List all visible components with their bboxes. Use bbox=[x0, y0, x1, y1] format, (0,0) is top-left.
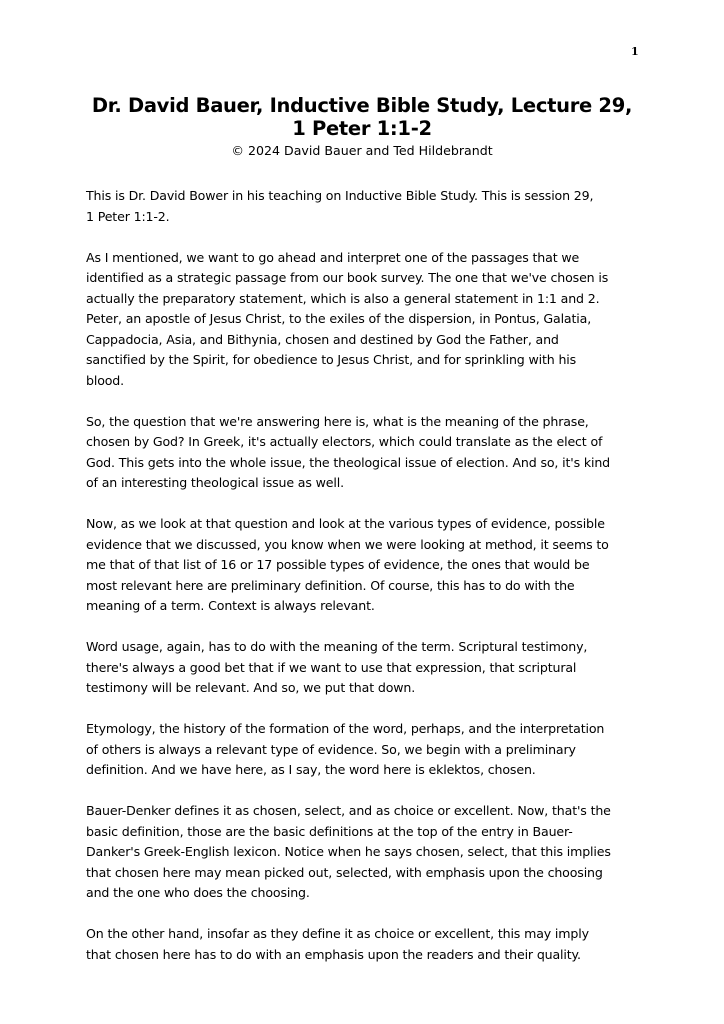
paragraph-line: Word usage, again, has to do with the meaning of the term. Scriptural testimony, bbox=[86, 639, 588, 654]
paragraph-line: God. This gets into the whole issue, the theological issue of election. And so, it's kind bbox=[86, 454, 611, 470]
paragraph-line: 1 Peter 1:1-2. bbox=[86, 208, 170, 224]
paragraph-line: So, the question that we're answering here is, what is the meaning of the phrase, bbox=[86, 413, 589, 429]
paragraph bbox=[86, 514, 646, 617]
paragraph bbox=[86, 924, 646, 965]
paragraph bbox=[86, 412, 646, 494]
paragraph-line: Etymology, the history of the formation of the word, perhaps, and the interpretation bbox=[86, 721, 605, 736]
paragraph-line: of others is always a relevant type of evidence. So, we begin with a preliminary bbox=[86, 741, 576, 757]
title-line-1: Dr. David Bauer, Inductive Bible Study, Lecture 29, bbox=[91, 94, 633, 117]
paragraph-line: definition. And we have here, as I say, the word here is eklektos, chosen. bbox=[86, 762, 536, 777]
paragraph-line: evidence that we discussed, you know when we were looking at method, it seems to bbox=[86, 536, 609, 552]
page-number: 1 bbox=[631, 45, 639, 58]
paragraph-line: identified as a strategic passage from our book survey. The one that we've chosen is bbox=[86, 270, 609, 285]
paragraph-line: chosen by God? In Greek, it's actually electors, which could translate as the elect of bbox=[86, 434, 603, 449]
paragraph-line: Bauer-Denker defines it as chosen, select, and as choice or excellent. Now, that's the bbox=[86, 803, 611, 818]
paragraph bbox=[86, 248, 646, 392]
paragraph bbox=[86, 719, 646, 781]
title-line-2: 1 Peter 1:1-2 bbox=[292, 117, 432, 140]
paragraph-line: testimony will be relevant. And so, we put that down. bbox=[86, 680, 416, 695]
paragraph-line: actually the preparatory statement, which is also a general statement in 1:1 and 2. bbox=[86, 290, 600, 306]
paragraph-line: On the other hand, insofar as they define it as choice or excellent, this may imply bbox=[86, 926, 589, 941]
paragraph-line: As I mentioned, we want to go ahead and interpret one of the passages that we bbox=[86, 249, 580, 265]
paragraph-line: that chosen here may mean picked out, selected, with emphasis upon the choosing bbox=[86, 864, 603, 880]
paragraph-line: and the one who does the choosing. bbox=[86, 885, 310, 900]
paragraph-line: Now, as we look at that question and look at the various types of evidence, possible bbox=[86, 516, 605, 531]
paragraph bbox=[86, 186, 646, 227]
paragraph-line: of an interesting theological issue as well. bbox=[86, 475, 344, 490]
document-title bbox=[0, 94, 724, 140]
paragraph bbox=[86, 801, 646, 904]
paragraph-line: basic definition, those are the basic definitions at the top of the entry in Bauer- bbox=[86, 823, 573, 839]
paragraph-line: Danker's Greek-English lexicon. Notice when he says chosen, select, that this implies bbox=[86, 844, 611, 859]
document-header bbox=[0, 94, 724, 159]
paragraph-line: Cappadocia, Asia, and Bithynia, chosen and destined by God the Father, and bbox=[86, 331, 559, 347]
paragraph-line: there's always a good bet that if we want to use that expression, that scriptural bbox=[86, 659, 577, 675]
paragraph bbox=[86, 637, 646, 699]
document-body bbox=[86, 186, 646, 986]
paragraph-line: blood. bbox=[86, 372, 125, 388]
paragraph-line: Peter, an apostle of Jesus Christ, to the exiles of the dispersion, in Pontus, Galatia, bbox=[86, 311, 592, 326]
paragraph-line: that chosen here has to do with an emphasis upon the readers and their quality. bbox=[86, 946, 581, 962]
paragraph-line: meaning of a term. Context is always relevant. bbox=[86, 598, 375, 613]
paragraph-line: me that of that list of 16 or 17 possible types of evidence, the ones that would be bbox=[86, 557, 590, 572]
paragraph-line: This is Dr. David Bower in his teaching on Inductive Bible Study. This is session 29, bbox=[86, 188, 594, 203]
paragraph-line: sanctified by the Spirit, for obedience to Jesus Christ, and for sprinkling with his bbox=[86, 352, 577, 367]
paragraph-line: most relevant here are preliminary definition. Of course, this has to do with the bbox=[86, 577, 575, 593]
copyright-line: © 2024 David Bauer and Ted Hildebrandt bbox=[231, 143, 493, 158]
